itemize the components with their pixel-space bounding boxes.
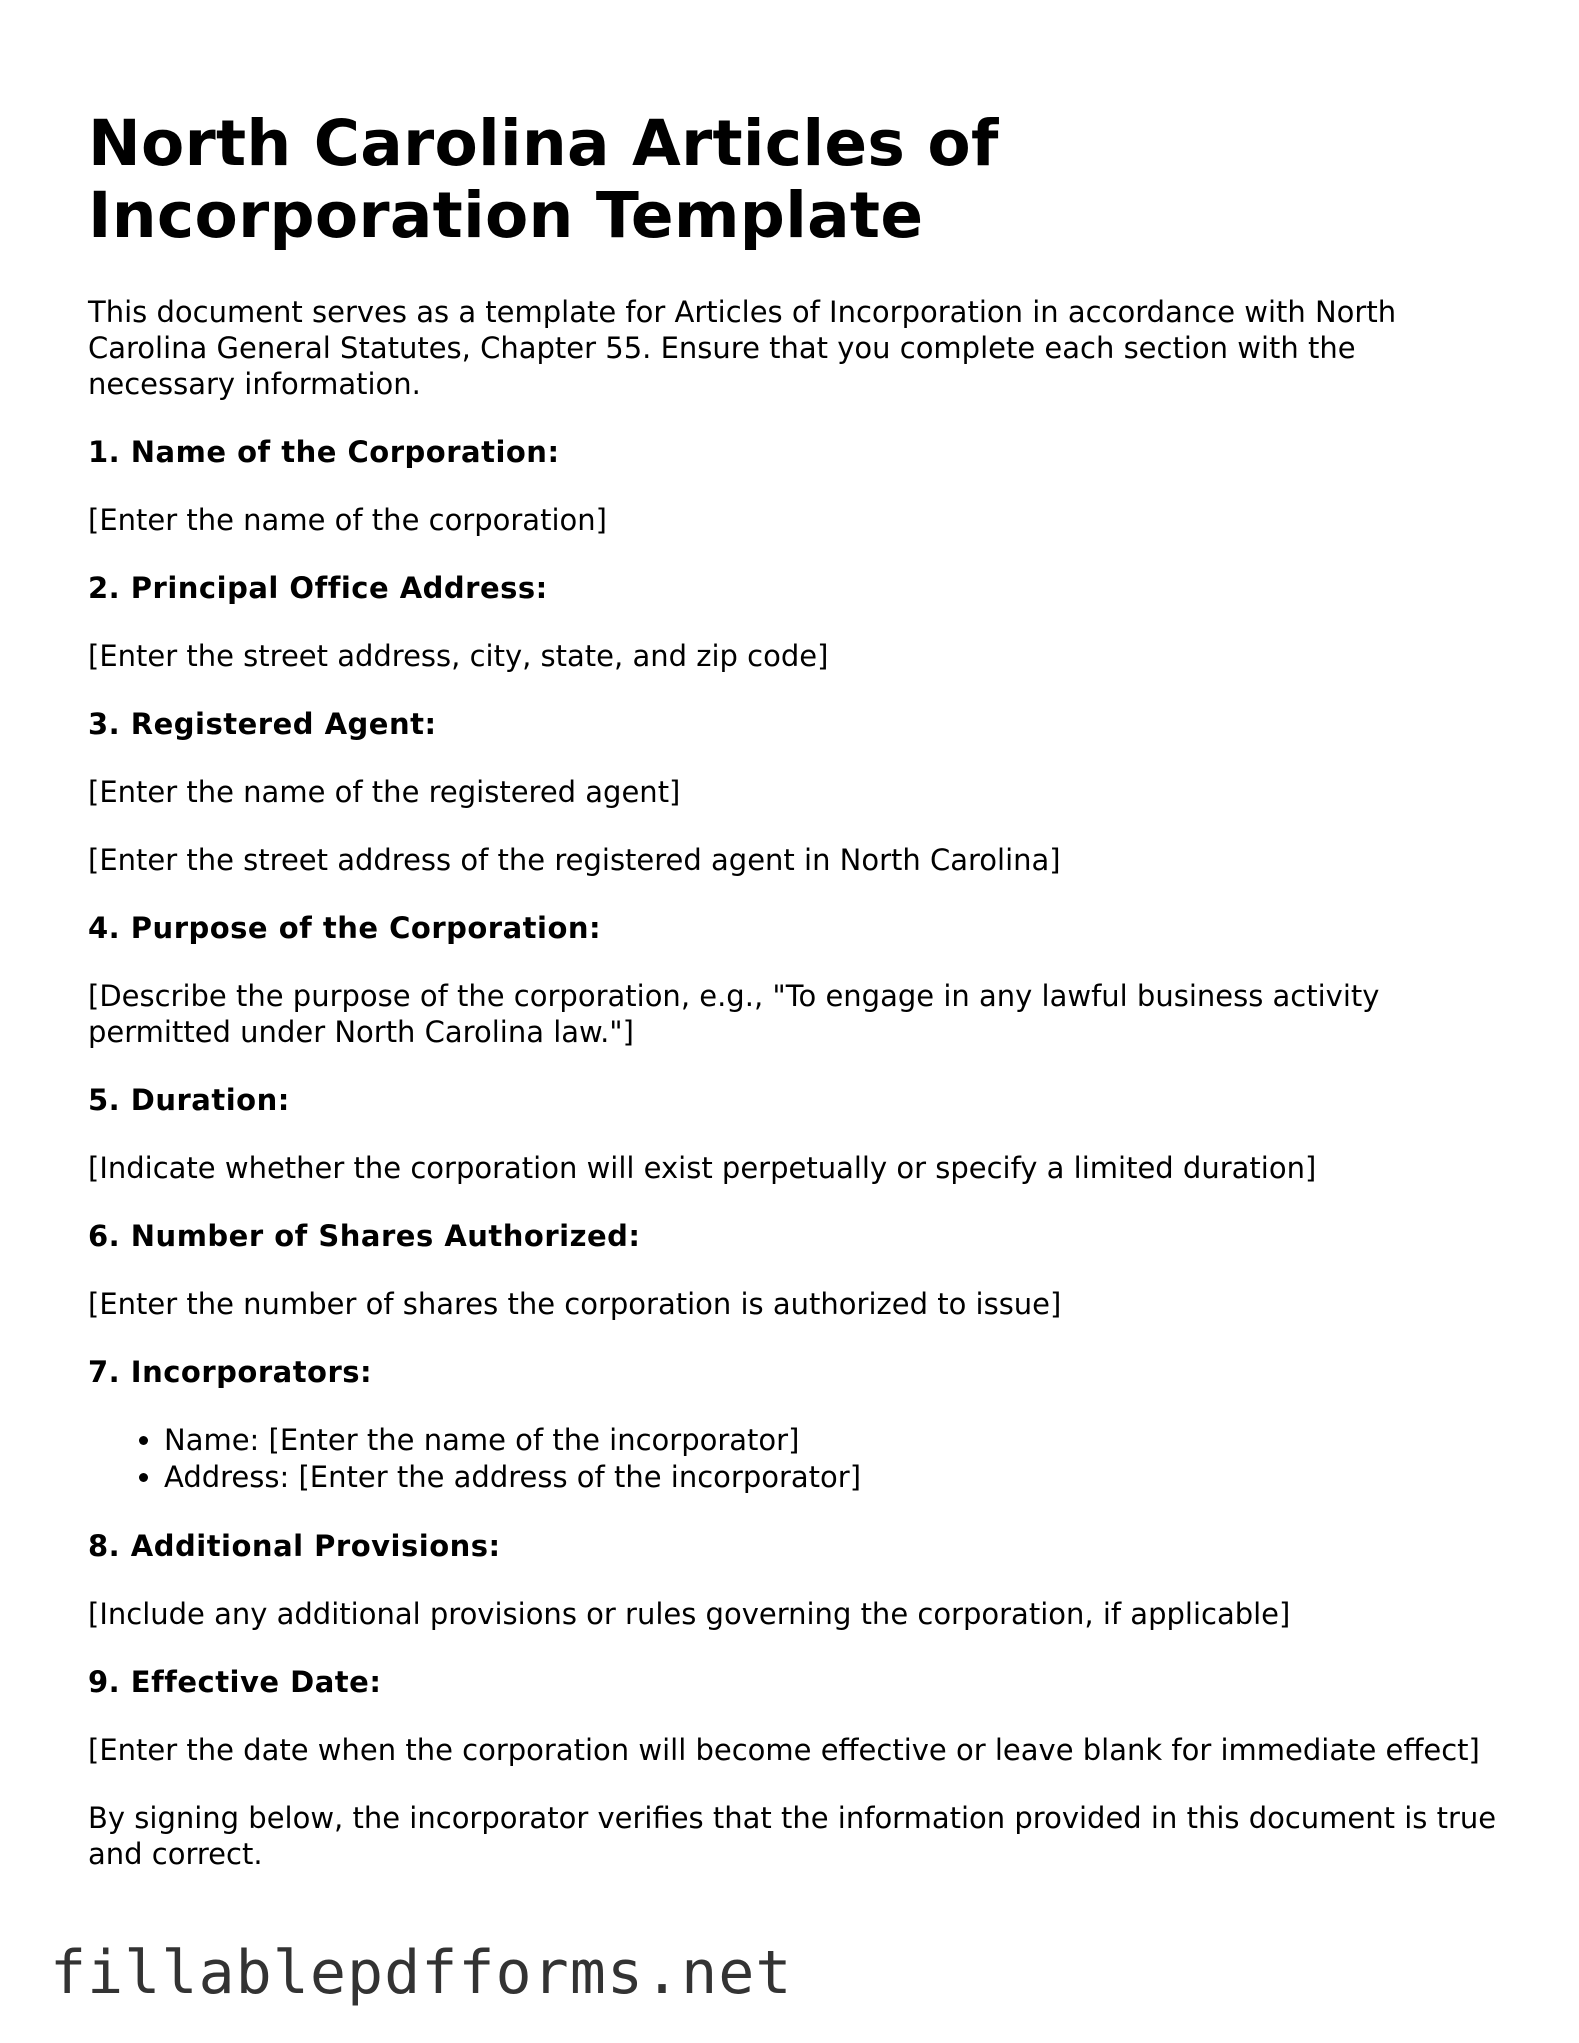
section-placeholder-additional-provisions: [Include any additional provisions or rules governing the corporation, if applicable] bbox=[88, 1597, 1291, 1631]
section-heading-shares: 6. Number of Shares Authorized: bbox=[88, 1219, 641, 1253]
watermark: fillablepdfforms.net bbox=[50, 1938, 793, 2008]
section-heading-additional-provisions: 8. Additional Provisions: bbox=[88, 1529, 501, 1563]
section-placeholder-purpose: [Describe the purpose of the corporation, e.g., "To engage in any lawful business activity permitted under North Carolina law."] bbox=[88, 979, 1380, 1049]
section-heading-effective-date: 9. Effective Date: bbox=[88, 1665, 382, 1699]
section-heading-duration: 5. Duration: bbox=[88, 1083, 290, 1117]
section-heading-incorporators: 7. Incorporators: bbox=[88, 1355, 373, 1389]
section-placeholder-duration: [Indicate whether the corporation will exist perpetually or specify a limited duration] bbox=[88, 1151, 1317, 1185]
section-placeholder-principal-office: [Enter the street address, city, state, and zip code] bbox=[88, 639, 829, 673]
list-item: • Address: [Enter the address of the incorporator] bbox=[164, 1459, 1498, 1496]
intro-paragraph: This document serves as a template for Articles of Incorporation in accordance with North Carolina General Statutes, Chapter 55. Ensure that you complete each section with the necessary information. bbox=[88, 295, 1397, 401]
incorporators-list bbox=[88, 1422, 1498, 1496]
section-placeholder-agent-address: [Enter the street address of the registered agent in North Carolina] bbox=[88, 843, 1061, 877]
section-heading-principal-office: 2. Principal Office Address: bbox=[88, 571, 548, 605]
section-heading-purpose: 4. Purpose of the Corporation: bbox=[88, 911, 602, 945]
section-placeholder-name: [Enter the name of the corporation] bbox=[88, 503, 607, 537]
section-heading-registered-agent: 3. Registered Agent: bbox=[88, 707, 437, 741]
section-placeholder-effective-date: [Enter the date when the corporation will become effective or leave blank for immediate effect] bbox=[88, 1733, 1480, 1767]
closing-statement: By signing below, the incorporator verifies that the information provided in this document is true and correct. bbox=[88, 1801, 1497, 1871]
document-title: North Carolina Articles of Incorporation Template bbox=[88, 107, 999, 252]
section-placeholder-agent-name: [Enter the name of the registered agent] bbox=[88, 775, 681, 809]
section-placeholder-shares: [Enter the number of shares the corporation is authorized to issue] bbox=[88, 1287, 1062, 1321]
document-page bbox=[88, 108, 1498, 1904]
list-item: • Name: [Enter the name of the incorporator] bbox=[164, 1422, 1498, 1459]
section-heading-name: 1. Name of the Corporation: bbox=[88, 435, 560, 469]
